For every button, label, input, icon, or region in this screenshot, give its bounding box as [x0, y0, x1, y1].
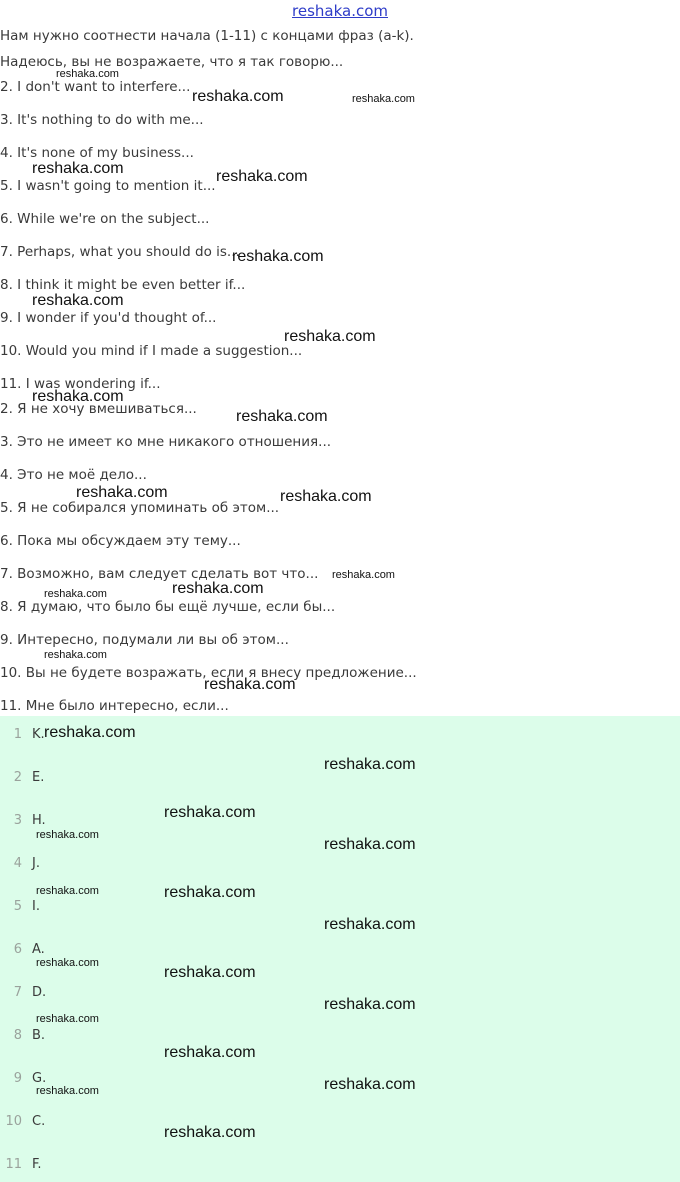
russian-line: 7. Возможно, вам следует сделать вот что...: [0, 566, 319, 582]
answer-table: [0, 716, 680, 1182]
watermark: reshaka.com: [204, 676, 296, 693]
watermark: reshaka.com: [164, 964, 256, 981]
russian-line: 5. Я не собирался упоминать об этом...: [0, 500, 280, 516]
answer-row: [0, 1112, 680, 1132]
watermark: reshaka.com: [36, 957, 99, 969]
answer-letter: I.: [32, 899, 40, 914]
answer-letter: H.: [32, 813, 46, 828]
english-line: 9. I wonder if you'd thought of...: [0, 310, 217, 326]
answer-letter: G.: [32, 1071, 47, 1086]
answer-letter: B.: [32, 1028, 46, 1043]
answer-number: 3: [13, 813, 22, 828]
answer-letter: F.: [32, 1157, 42, 1172]
answer-number: 2: [13, 770, 22, 785]
watermark: reshaka.com: [192, 88, 284, 105]
russian-line: 10. Вы не будете возражать, если я внесу предложение...: [0, 665, 417, 681]
russian-line: 3. Это не имеет ко мне никакого отношения...: [0, 434, 332, 450]
answer-row: [0, 1155, 680, 1175]
watermark: reshaka.com: [324, 1076, 416, 1093]
answer-number: 11: [5, 1157, 22, 1172]
russian-line: 11. Мне было интересно, если...: [0, 698, 229, 714]
russian-line: 4. Это не моё дело...: [0, 467, 147, 483]
english-line: 8. I think it might be even better if...: [0, 277, 246, 293]
answer-letter: D.: [32, 985, 47, 1000]
answer-letter: A.: [32, 942, 45, 957]
watermark: reshaka.com: [32, 160, 124, 177]
answer-letter: K.: [32, 727, 45, 742]
watermark: reshaka.com: [164, 884, 256, 901]
watermark: reshaka.com: [332, 569, 395, 581]
answer-number: 1: [13, 727, 22, 742]
watermark: reshaka.com: [324, 756, 416, 773]
english-line: 5. I wasn't going to mention it...: [0, 178, 216, 194]
english-line: 4. It's none of my business...: [0, 145, 194, 161]
answer-number: 6: [13, 942, 22, 957]
intro-text: Нам нужно соотнести начала (1-11) с концами фраз (a-k).: [0, 28, 414, 44]
watermark: reshaka.com: [44, 649, 107, 661]
answer-row: [0, 897, 680, 917]
watermark: reshaka.com: [44, 724, 136, 741]
header-site-link[interactable]: reshaka.com: [292, 2, 388, 20]
watermark: reshaka.com: [232, 248, 324, 265]
watermark: reshaka.com: [284, 328, 376, 345]
watermark: reshaka.com: [164, 1044, 256, 1061]
answer-letter: E.: [32, 770, 45, 785]
english-line: 11. I was wondering if...: [0, 376, 161, 392]
answer-row: [0, 1026, 680, 1046]
answer-number: 8: [13, 1028, 22, 1043]
russian-line: 8. Я думаю, что было бы ещё лучше, если бы...: [0, 599, 336, 615]
watermark: reshaka.com: [236, 408, 328, 425]
watermark: reshaka.com: [32, 388, 124, 405]
answer-number: 9: [13, 1071, 22, 1086]
english-line: 2. I don't want to interfere...: [0, 79, 191, 95]
russian-line: 6. Пока мы обсуждаем эту тему...: [0, 533, 241, 549]
answer-row: [0, 854, 680, 874]
watermark: reshaka.com: [164, 1124, 256, 1141]
english-line: 7. Perhaps, what you should do is...: [0, 244, 240, 260]
english-line: 6. While we're on the subject...: [0, 211, 210, 227]
watermark: reshaka.com: [56, 68, 119, 80]
watermark: reshaka.com: [352, 93, 415, 105]
answer-letter: C.: [32, 1114, 46, 1129]
english-line: 10. Would you mind if I made a suggestion...: [0, 343, 303, 359]
watermark: reshaka.com: [36, 1085, 99, 1097]
answer-number: 7: [13, 985, 22, 1000]
answer-number: 10: [5, 1114, 22, 1129]
answer-letter: J.: [32, 856, 40, 871]
answer-row: [0, 940, 680, 960]
watermark: reshaka.com: [36, 1013, 99, 1025]
english-line: Надеюсь, вы не возражаете, что я так говорю...: [0, 54, 344, 70]
russian-line: 9. Интересно, подумали ли вы об этом...: [0, 632, 289, 648]
watermark: reshaka.com: [164, 804, 256, 821]
answer-row: [0, 811, 680, 831]
watermark: reshaka.com: [324, 836, 416, 853]
watermark: reshaka.com: [216, 168, 308, 185]
watermark: reshaka.com: [324, 916, 416, 933]
watermark: reshaka.com: [76, 484, 168, 501]
english-line: 3. It's nothing to do with me...: [0, 112, 204, 128]
answer-number: 4: [13, 856, 22, 871]
watermark: reshaka.com: [36, 829, 99, 841]
russian-line: 2. Я не хочу вмешиваться...: [0, 401, 197, 417]
watermark: reshaka.com: [44, 588, 107, 600]
watermark: reshaka.com: [172, 580, 264, 597]
watermark: reshaka.com: [32, 292, 124, 309]
watermark: reshaka.com: [36, 885, 99, 897]
watermark: reshaka.com: [324, 996, 416, 1013]
answer-number: 5: [13, 899, 22, 914]
watermark: reshaka.com: [280, 488, 372, 505]
